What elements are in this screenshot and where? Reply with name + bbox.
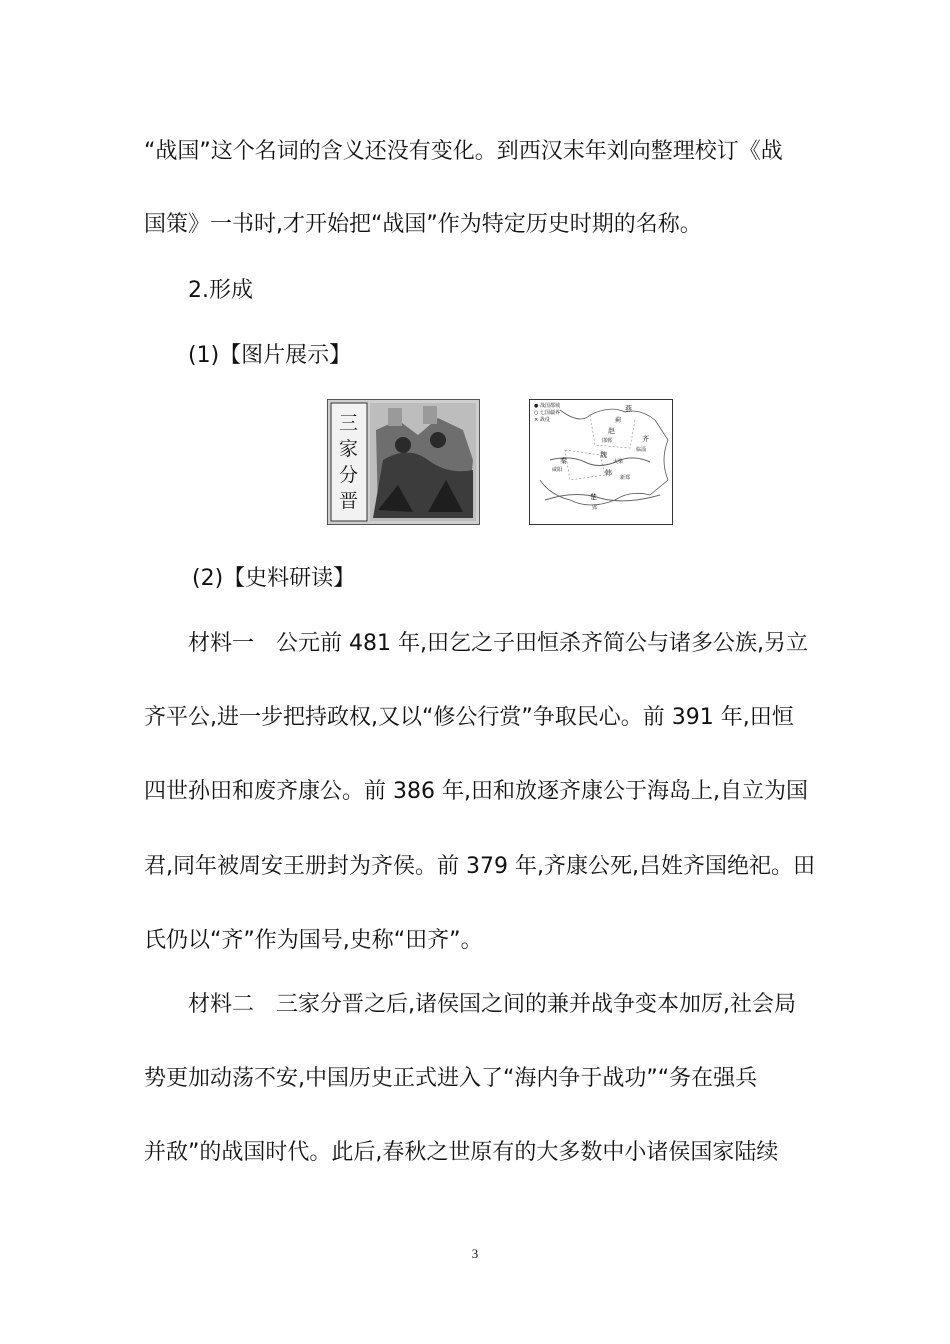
map-legend-item: ○ 七国疆界 — [534, 410, 560, 416]
material-line: 势更加动荡不安,中国历史正式进入了“海内争于战功”“务在强兵 — [144, 1066, 758, 1091]
map-label: 蓟 — [615, 417, 622, 424]
material-line: 四世孙田和废齐康公。前 386 年,田和放逐齐康公于海岛上,自立为国 — [144, 779, 808, 804]
map-legend-item: ● 战国都城 — [534, 403, 560, 409]
warring-states-map — [529, 399, 673, 525]
section-heading: 2.形成 — [188, 278, 253, 303]
map-legend — [534, 403, 560, 424]
map-label: 新郑 — [620, 475, 631, 481]
intro-line-2: 国策》一书时,才开始把“战国”作为特定历史时期的名称。 — [144, 212, 702, 237]
map-label: 邯郸 — [602, 438, 613, 444]
map-label: 魏 — [600, 451, 607, 459]
illustration-title: 三家分晋 — [339, 412, 359, 512]
material-line: 材料二 三家分晋之后,诸侯国之间的兼并战争变本加厉,社会局 — [188, 992, 796, 1017]
map-label: 郢 — [592, 505, 598, 511]
material-line: 君,同年被周安王册封为齐侯。前 379 年,齐康公死,吕姓齐国绝祀。田 — [144, 854, 815, 879]
map-label: 韩 — [605, 469, 612, 477]
intro-line-1: “战国”这个名词的含义还没有变化。到西汉末年刘向整理校订《战 — [144, 139, 783, 164]
page-number: 3 — [471, 1246, 479, 1261]
subheading-images: (1)【图片展示】 — [188, 343, 352, 368]
map-label: 燕 — [625, 405, 632, 413]
map-label: 赵 — [608, 427, 615, 435]
map-label: 楚 — [590, 493, 597, 501]
map-label: 咸阳 — [552, 467, 563, 473]
material-line: 齐平公,进一步把持政权,又以“修公行赏”争取民心。前 391 年,田恒 — [144, 705, 794, 730]
material-line: 并敌”的战国时代。此后,春秋之世原有的大多数中小诸侯国家陆续 — [144, 1140, 779, 1165]
subheading-sources: (2)【史料研读】 — [192, 566, 356, 591]
map-label: 大梁 — [613, 459, 624, 465]
material-line: 材料一 公元前 481 年,田乞之子田恒杀齐简公与诸多公族,另立 — [188, 631, 808, 656]
map-label: 临淄 — [636, 447, 647, 453]
three-families-partition-illustration — [327, 399, 480, 525]
material-line: 氏仍以“齐”作为国号,史称“田齐”。 — [144, 928, 483, 953]
map-label: 秦 — [560, 457, 567, 465]
map-label: 齐 — [642, 435, 649, 443]
map-legend-item: × 战役 — [534, 417, 550, 423]
